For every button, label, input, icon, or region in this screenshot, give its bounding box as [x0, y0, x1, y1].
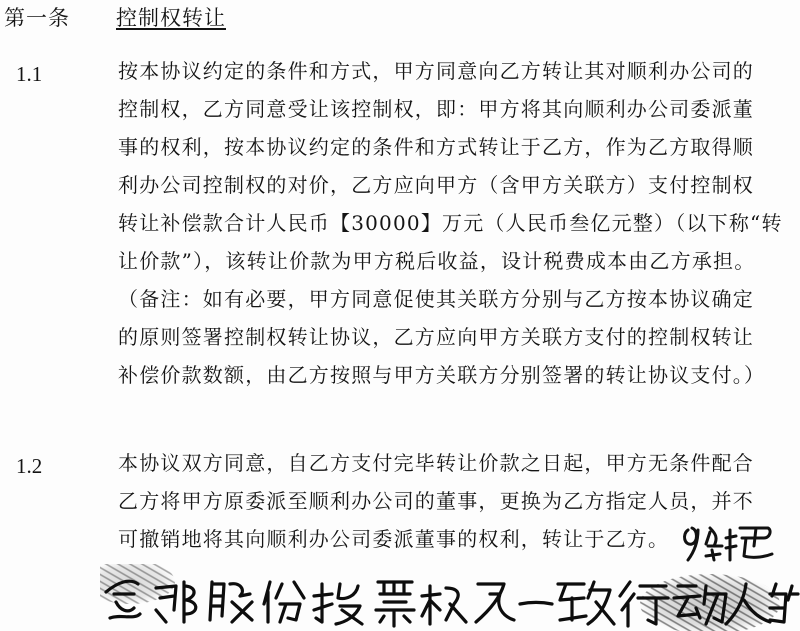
article-title: 控制权转让	[116, 6, 226, 30]
article-number: 第一条	[4, 6, 70, 30]
handwritten-note	[100, 564, 800, 631]
clause-line: 控制权，乙方同意受让该控制权，即：甲方将其向顺利办公司委派董	[118, 97, 754, 121]
clause-line: 按本协议约定的条件和方式，甲方同意向乙方转让其对顺利办公司的	[118, 59, 754, 83]
clause-line: 事的权利，按本协议约定的条件和方式转让于乙方，作为乙方取得顺	[118, 135, 754, 159]
clause-line: 可撤销地将其向顺利办公司委派董事的权利，转让于乙方。	[118, 527, 670, 551]
clause-line: 本协议双方同意，自乙方支付完毕转让价款之日起，甲方无条件配合	[118, 451, 754, 475]
clause-line: 乙方将甲方原委派至顺利办公司的董事，更换为乙方指定人员，并不	[118, 489, 754, 513]
clause-line: 补偿价款数额，由乙方按照与甲方关联方分别签署的转让协议支付。）	[118, 363, 766, 387]
clause-line: （备注：如有必要，甲方同意促使其关联方分别与乙方按本协议确定	[118, 287, 754, 311]
clause-line: 转让补偿款合计人民币【30000】万元（人民币叁亿元整）（以下称“转	[118, 211, 783, 235]
article-heading	[4, 2, 226, 32]
clause-line: 的原则签署控制权转让协议，乙方应向甲方关联方支付的控制权转让	[118, 325, 754, 349]
handwritten-note-text	[100, 600, 101, 601]
clause-body-1-1	[118, 52, 783, 394]
handwritten-annotation	[680, 516, 780, 564]
clause-body-1-2	[118, 444, 778, 558]
clause-number: 1.1	[16, 62, 43, 86]
clause-number: 1.2	[16, 454, 43, 478]
clause-line: 让价款”），该转让价款为甲方税后收益，设计税费成本由乙方承担。	[118, 249, 756, 273]
clause-line: 利办公司控制权的对价，乙方应向甲方（含甲方关联方）支付控制权	[118, 173, 754, 197]
handwritten-annotation-text	[680, 540, 681, 541]
